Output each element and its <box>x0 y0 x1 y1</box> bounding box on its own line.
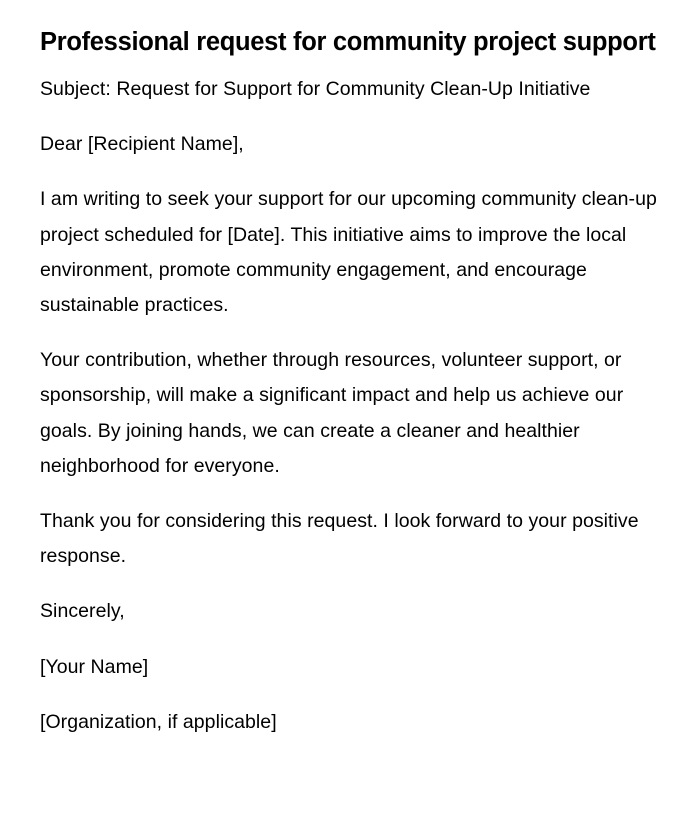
document-title: Professional request for community project support <box>40 28 656 56</box>
signature-name: [Your Name] <box>40 655 149 678</box>
letter-document <box>40 20 660 740</box>
letter-subject: Subject: Request for Support for Community Clean-Up Initiative <box>40 78 591 100</box>
body-paragraph-3: Thank you for considering this request. I look forward to your positive response. <box>40 510 639 568</box>
letter-closing: Sincerely, <box>40 600 125 623</box>
body-paragraph-1: I am writing to seek your support for our upcoming community clean-up project scheduled for [Date]. This initiative aims to improve the local environment, promote community engagement, and encourage sustainable practices. <box>40 188 657 317</box>
letter-greeting: Dear [Recipient Name], <box>40 133 244 156</box>
signature-organization: [Organization, if applicable] <box>40 710 277 733</box>
body-paragraph-2: Your contribution, whether through resources, volunteer support, or sponsorship, will make a significant impact and help us achieve our goals. By joining hands, we can create a cleaner and healthier neighborhood for everyone. <box>40 349 624 477</box>
